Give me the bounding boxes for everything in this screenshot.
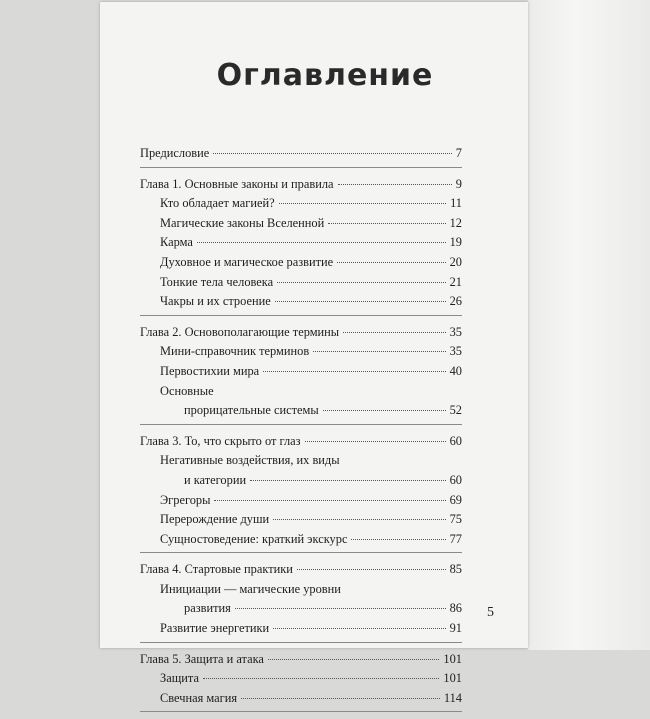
dot-leader <box>203 678 439 679</box>
toc-section <box>140 650 462 713</box>
dot-leader <box>213 153 452 154</box>
toc-entry <box>140 253 462 273</box>
dot-leader <box>275 301 446 302</box>
toc-chapter-entry <box>140 650 462 670</box>
dot-leader <box>279 203 446 204</box>
toc-entry-page: 60 <box>449 472 462 487</box>
toc-entry-title: Чакры и их строение <box>160 294 271 309</box>
toc-entry-title: Глава 1. Основные законы и правила <box>140 176 334 191</box>
dot-leader <box>328 223 445 224</box>
dot-leader <box>323 410 446 411</box>
toc-entry <box>140 689 462 709</box>
toc-entry <box>140 214 462 234</box>
dot-leader <box>214 500 445 501</box>
toc-entry-title: Глава 5. Защита и атака <box>140 651 264 666</box>
toc-entry <box>140 362 462 382</box>
toc-entry-page: 85 <box>449 562 462 577</box>
toc-entry-title: Негативные воздействия, их виды <box>160 453 340 468</box>
dot-leader <box>277 282 445 283</box>
toc-entry-page: 20 <box>449 254 462 269</box>
toc-entry <box>140 491 462 511</box>
toc-entry-title: развития <box>184 601 231 616</box>
toc-entry <box>140 619 462 639</box>
toc-entry-title: Мини-справочник терминов <box>160 344 310 359</box>
toc-entry-title: Эгрегоры <box>160 492 211 507</box>
toc-entry-page: 52 <box>449 403 462 418</box>
toc-entry-page: 9 <box>455 176 462 191</box>
toc-section <box>140 560 462 642</box>
dot-leader <box>263 371 445 372</box>
toc-entry <box>140 530 462 550</box>
toc-entry-title: Свечная магия <box>160 690 238 705</box>
toc-section <box>140 144 462 168</box>
toc-entry-title: Магические законы Вселенной <box>160 215 325 230</box>
toc-entry-title: прорицательные системы <box>184 403 319 418</box>
toc-section <box>140 432 462 554</box>
toc-entry <box>140 669 462 689</box>
toc-entry-title: Глава 3. То, что скрыто от глаз <box>140 433 301 448</box>
dot-leader <box>297 569 446 570</box>
toc-entry-page: 75 <box>449 512 462 527</box>
dot-leader <box>337 262 445 263</box>
toc-entry-title: Тонкие тела человека <box>160 274 274 289</box>
dot-leader <box>268 659 439 660</box>
toc-entry-page: 12 <box>449 215 462 230</box>
toc-entry-title: Предисловие <box>140 146 210 160</box>
toc-entry-title: Духовное и магическое развитие <box>160 254 334 269</box>
toc-entry-title: Основные <box>160 383 214 398</box>
toc-entry-title: Развитие энергетики <box>160 621 270 636</box>
toc-entry-title: Глава 4. Стартовые практики <box>140 562 293 577</box>
toc-entry-title: Перерождение души <box>160 512 270 527</box>
toc-entry <box>140 451 462 471</box>
toc-entry-title: и категории <box>184 472 247 487</box>
toc-entry-title: Кто обладает магией? <box>160 196 275 211</box>
toc-entry <box>140 382 462 402</box>
toc-entry-title: Глава 2. Основополагающие термины <box>140 324 340 339</box>
toc-entry-page: 86 <box>449 601 462 616</box>
dot-leader <box>338 184 452 185</box>
dot-leader <box>343 332 445 333</box>
toc-entry-title: Сущностоведение: краткий экскурс <box>160 531 348 546</box>
toc-chapter-entry <box>140 175 462 195</box>
toc-entry <box>140 342 462 362</box>
toc-entry-page: 7 <box>455 146 462 160</box>
toc-entry <box>140 194 462 214</box>
toc-entry <box>140 292 462 312</box>
dot-leader <box>313 351 445 352</box>
dot-leader <box>241 698 440 699</box>
book-spine <box>528 0 650 650</box>
toc-chapter-entry <box>140 560 462 580</box>
dot-leader <box>273 628 445 629</box>
toc-entry <box>140 401 462 421</box>
dot-leader <box>197 242 446 243</box>
dot-leader <box>273 519 445 520</box>
toc-entry <box>140 471 462 491</box>
toc-entry <box>140 510 462 530</box>
toc-entry-page: 60 <box>449 433 462 448</box>
toc-entry-page: 19 <box>449 235 462 250</box>
toc-entry-page: 26 <box>449 294 462 309</box>
toc-chapter-entry <box>140 432 462 452</box>
toc-entry-page: 69 <box>449 492 462 507</box>
toc-section <box>140 323 462 425</box>
toc-entry-page: 77 <box>449 531 462 546</box>
table-of-contents <box>140 144 462 719</box>
toc-entry <box>140 580 462 600</box>
toc-entry-page: 101 <box>443 671 462 686</box>
toc-entry-page: 35 <box>449 344 462 359</box>
dot-leader <box>305 441 446 442</box>
dot-leader <box>250 480 446 481</box>
toc-entry-page: 21 <box>449 274 462 289</box>
toc-entry-page: 35 <box>449 324 462 339</box>
toc-entry-title: Первостихии мира <box>160 363 260 378</box>
toc-entry-title: Карма <box>160 235 193 250</box>
page-title: Оглавление <box>216 58 434 93</box>
toc-chapter-entry <box>140 323 462 343</box>
toc-entry <box>140 233 462 253</box>
dot-leader <box>351 539 445 540</box>
toc-entry <box>140 599 462 619</box>
page-number: 5 <box>487 605 494 620</box>
toc-entry-page: 101 <box>443 651 462 666</box>
toc-entry-page: 11 <box>450 196 462 211</box>
toc-entry-page: 40 <box>449 363 462 378</box>
toc-entry-page: 114 <box>443 690 462 705</box>
toc-section <box>140 175 462 316</box>
toc-chapter-entry <box>140 144 462 164</box>
toc-entry-title: Инициации — магические уровни <box>160 581 341 596</box>
toc-entry <box>140 273 462 293</box>
dot-leader <box>235 608 446 609</box>
toc-entry-page: 91 <box>449 621 462 636</box>
toc-entry-title: Защита <box>160 671 199 686</box>
